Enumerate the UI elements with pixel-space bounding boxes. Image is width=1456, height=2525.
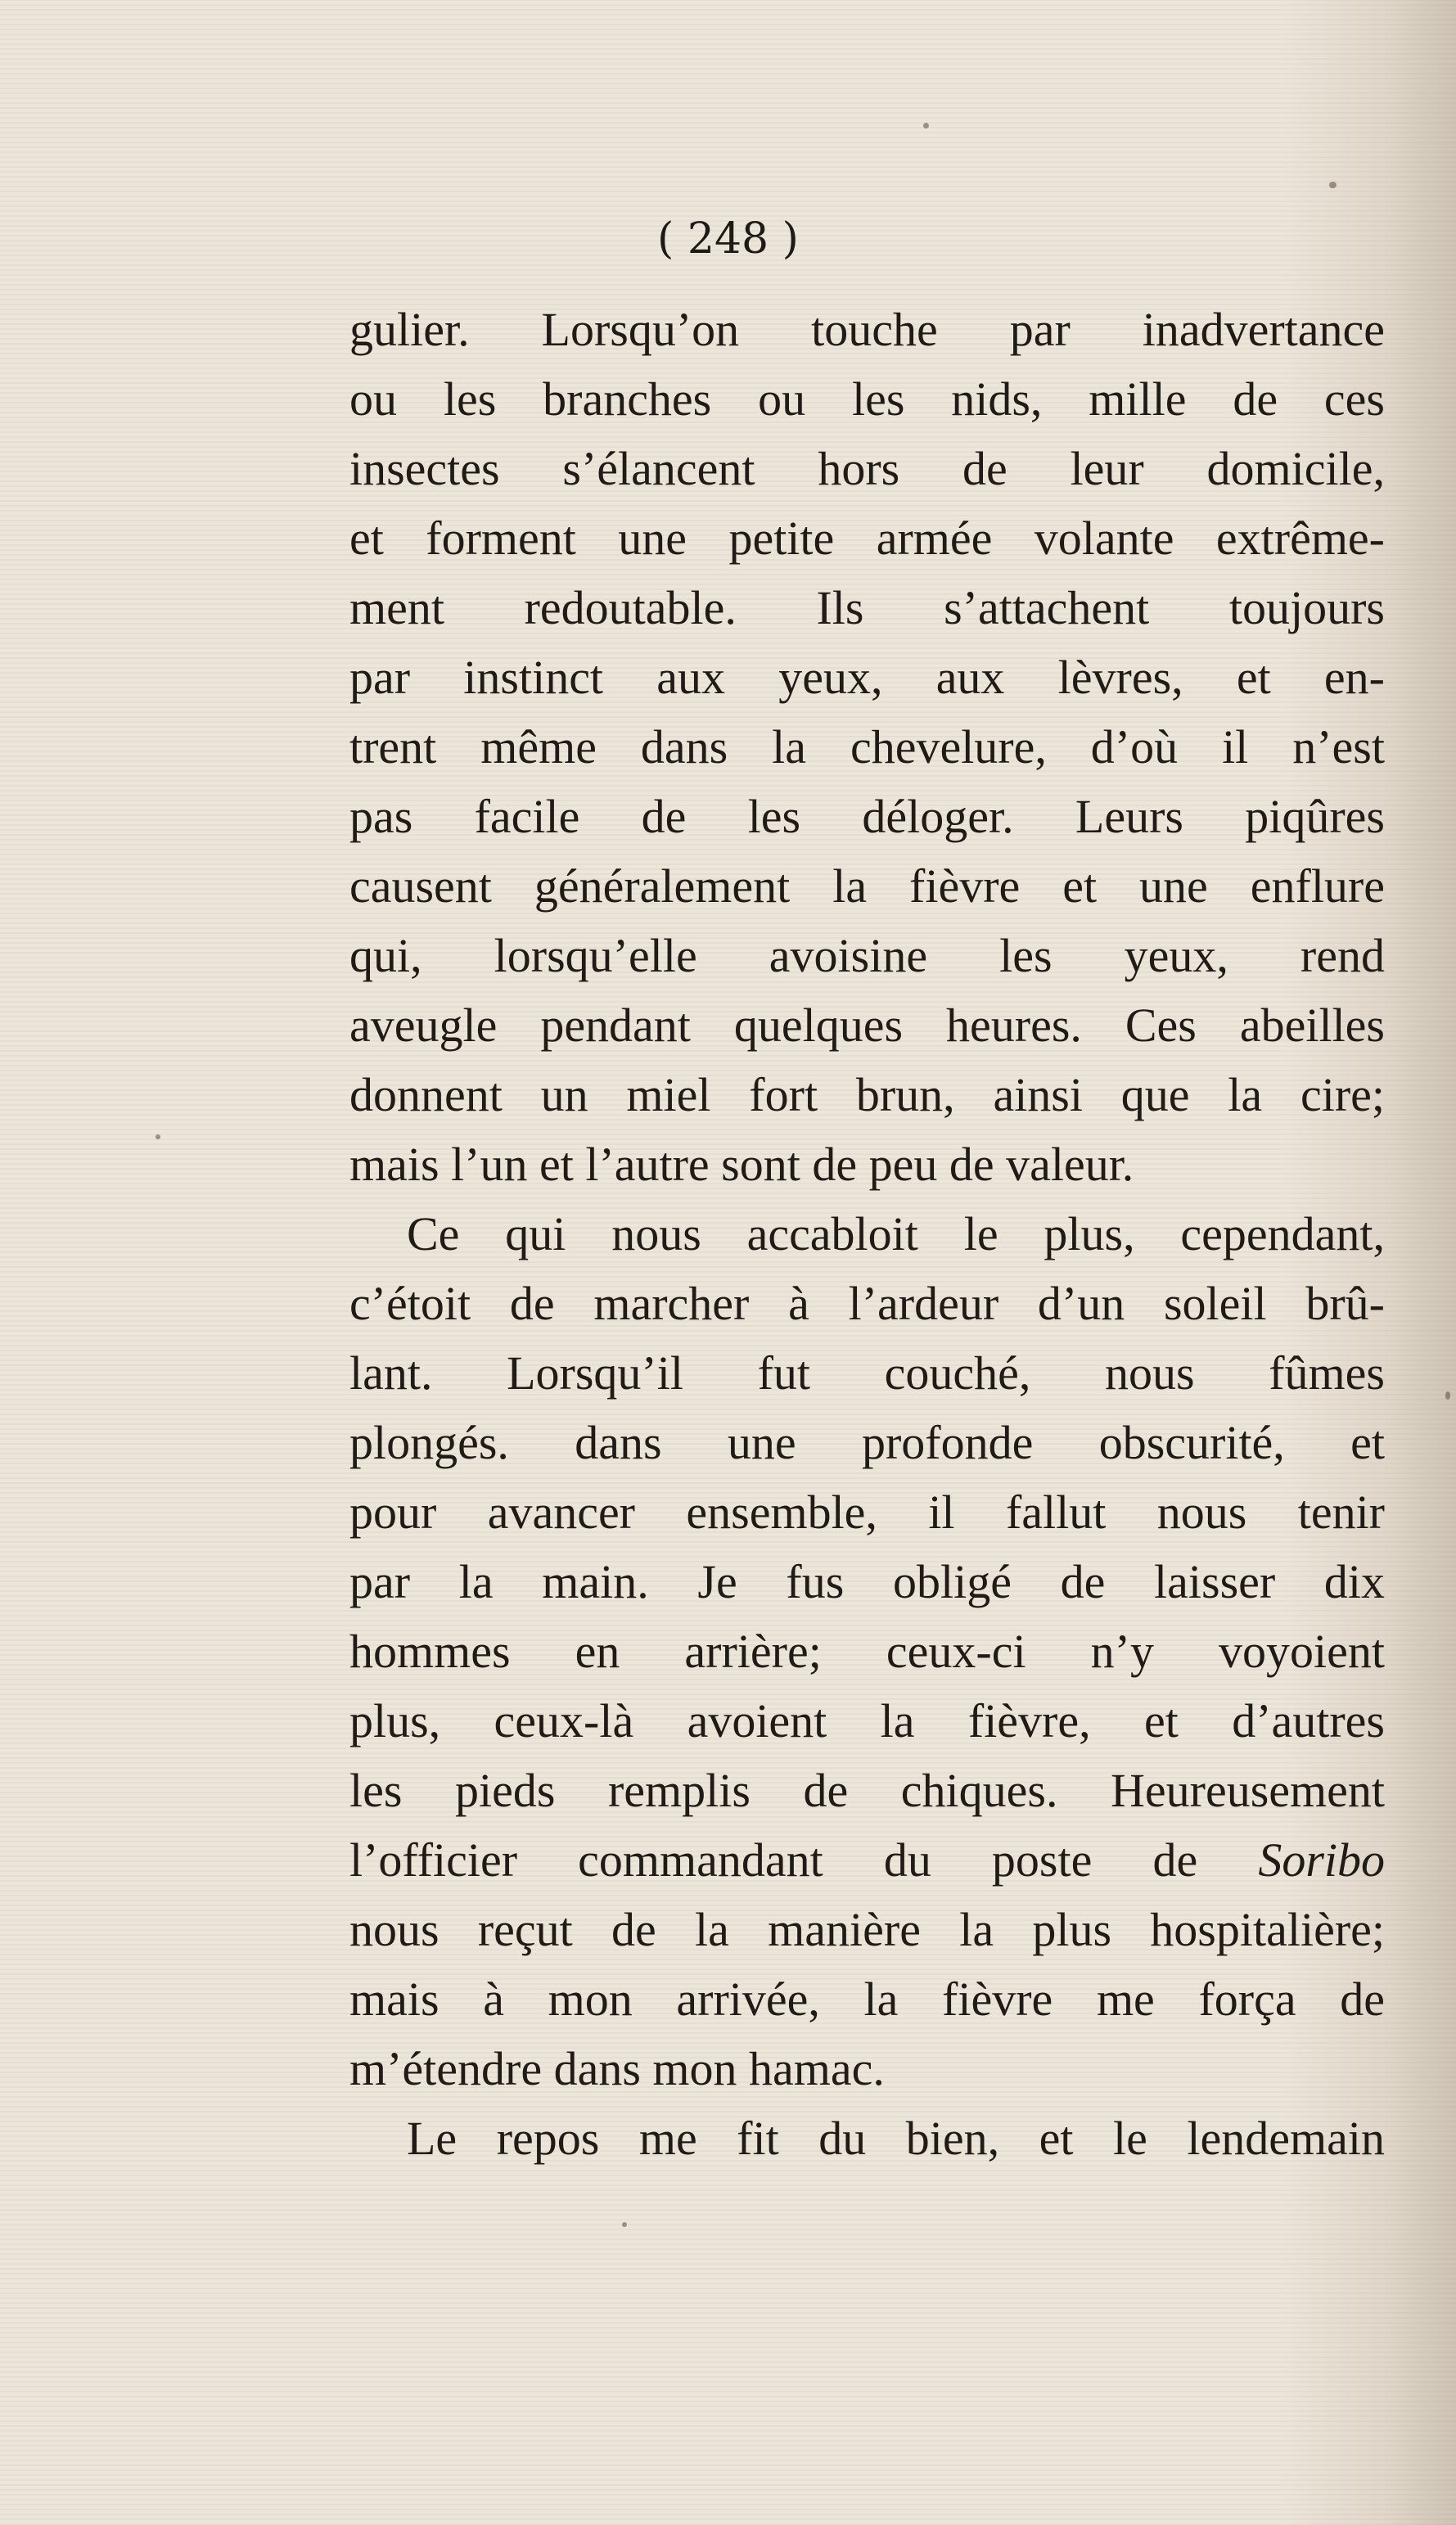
paper-speck <box>1329 182 1337 188</box>
text-line: plus, ceux-là avoient la fièvre, et d’autres <box>349 1694 1385 1747</box>
text-line: lant. Lorsqu’il fut couché, nous fûmes <box>349 1346 1385 1400</box>
text-line: par la main. Je fus obligé de laisser dix <box>349 1555 1385 1608</box>
body-text <box>349 295 1385 2173</box>
text-line: et forment une petite armée volante extrême- <box>349 512 1385 565</box>
place-name-italic: Soribo <box>1258 1833 1385 1887</box>
text-line: gulier. Lorsqu’on touche par inadvertance <box>349 303 1385 356</box>
paragraph-start: Ce qui nous accabloit le plus, cependant, <box>407 1207 1385 1260</box>
text-line: donnent un miel fort brun, ainsi que la cire; <box>349 1068 1385 1121</box>
text-line: ou les branches ou les nids, mille de ces <box>349 372 1385 426</box>
text-line: insectes s’élancent hors de leur domicile, <box>349 442 1385 495</box>
text-line: qui, lorsqu’elle avoisine les yeux, rend <box>349 929 1385 982</box>
text-line: plongés. dans une profonde obscurité, et <box>349 1416 1385 1469</box>
paper-speck <box>923 123 929 129</box>
text-line: les pieds remplis de chiques. Heureusement <box>349 1764 1385 1817</box>
text-line-with-place-name <box>349 1825 1385 1895</box>
text-line: par instinct aux yeux, aux lèvres, et en- <box>349 651 1385 704</box>
paper-speck <box>622 2222 627 2227</box>
text-line: pour avancer ensemble, il fallut nous tenir <box>349 1486 1385 1539</box>
text-line: c’étoit de marcher à l’ardeur d’un soleil brû- <box>349 1277 1385 1330</box>
text-line: mais à mon arrivée, la fièvre me força de <box>349 1973 1385 2026</box>
paper-speck <box>1445 1391 1450 1400</box>
text-line: hommes en arrière; ceux-ci n’y voyoient <box>349 1625 1385 1678</box>
text-line: ment redoutable. Ils s’attachent toujours <box>349 581 1385 634</box>
text-line: pas facile de les déloger. Leurs piqûres <box>349 790 1385 843</box>
text-line: mais l’un et l’autre sont de peu de valeur. <box>349 1138 1134 1191</box>
paper-speck <box>156 1134 160 1139</box>
text-line: m’étendre dans mon hamac. <box>349 2042 885 2095</box>
text-line: trent même dans la chevelure, d’où il n’est <box>349 720 1385 773</box>
text-line: aveugle pendant quelques heures. Ces abeilles <box>349 999 1385 1052</box>
page-number: ( 248 ) <box>657 214 799 264</box>
line-text: l’officier commandant du poste de <box>349 1833 1259 1887</box>
text-line: nous reçut de la manière la plus hospitalière; <box>349 1903 1385 1956</box>
text-line: causent généralement la fièvre et une enflure <box>349 859 1385 913</box>
paragraph-start: Le repos me fit du bien, et le lendemain <box>407 2112 1385 2165</box>
